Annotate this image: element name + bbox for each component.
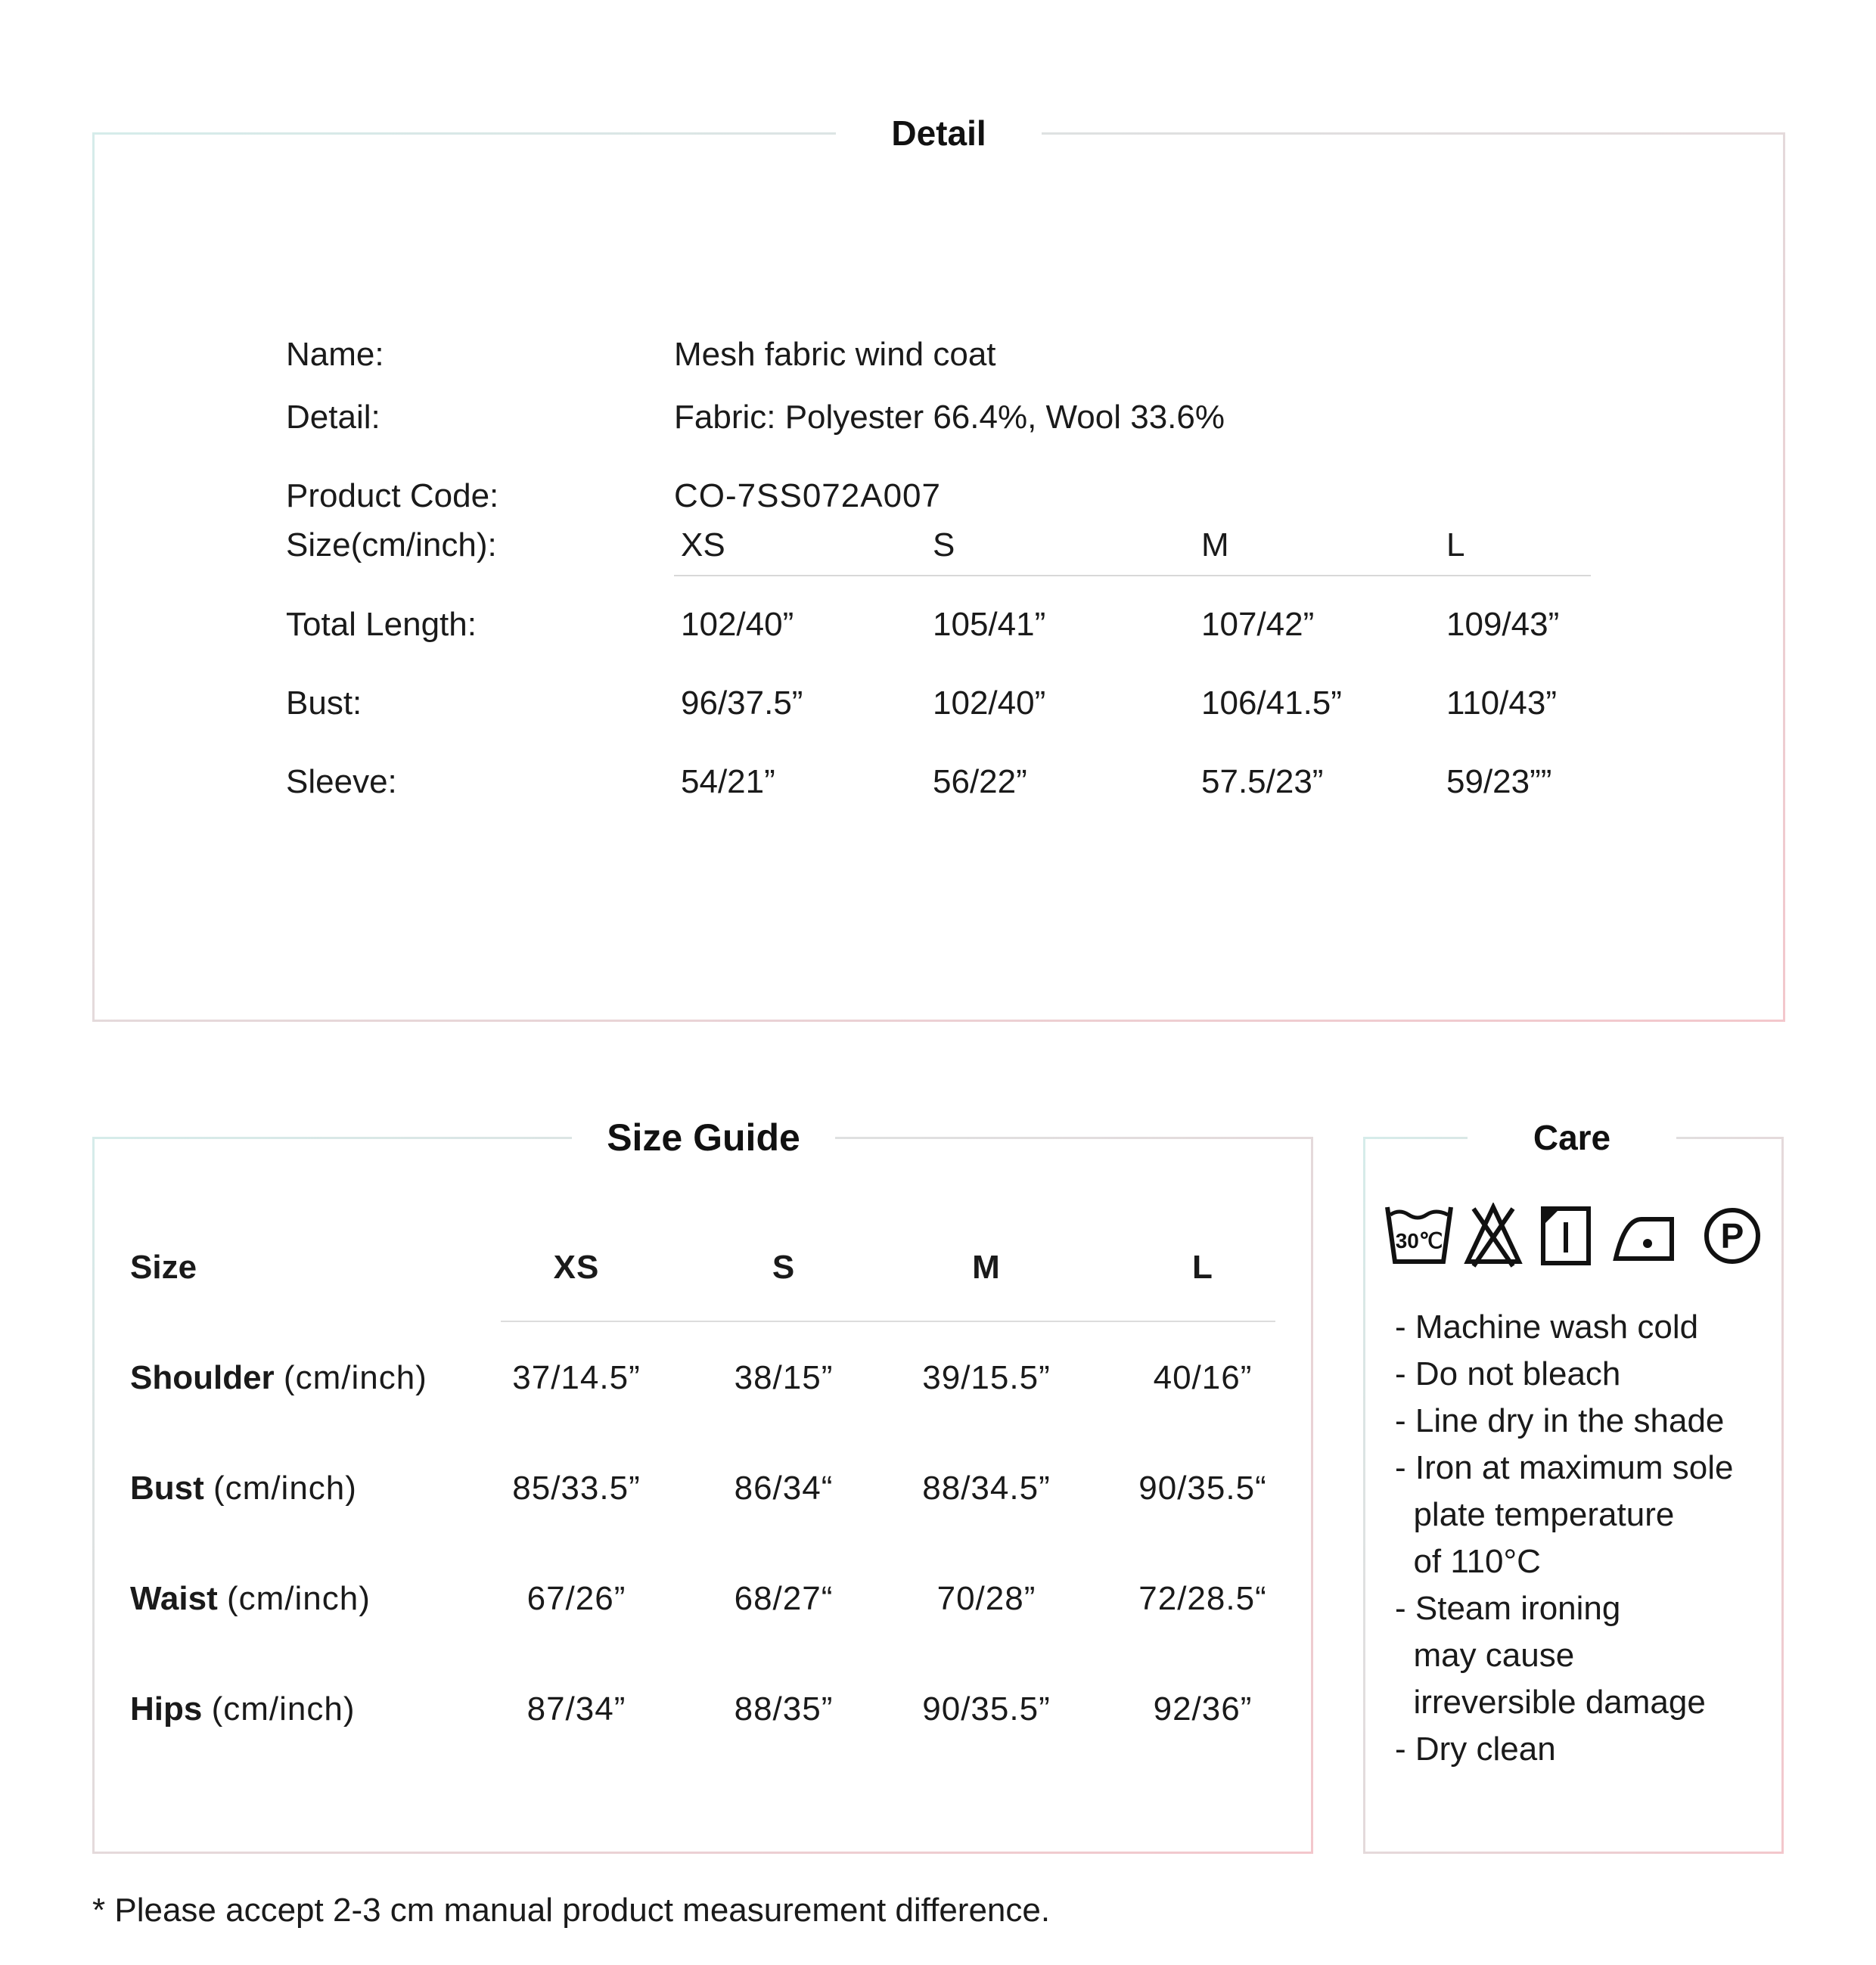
product-code-value: CO-7SS072A007: [674, 477, 941, 514]
size-label: Size(cm/inch):: [286, 526, 497, 563]
wash-30c-icon: [1384, 1203, 1454, 1268]
total-length-label: Total Length:: [286, 606, 477, 643]
unit-label: (cm/inch): [213, 1470, 357, 1507]
measurement-footnote: * Please accept 2-3 cm manual product measurement difference.: [92, 1892, 1051, 1929]
care-line: - Do not bleach: [1395, 1355, 1621, 1392]
shoulder-label: [130, 1357, 427, 1399]
sg-size-l: L: [1192, 1249, 1213, 1286]
care-title: Care: [1468, 1115, 1676, 1160]
detail-cell: 102/40”: [681, 606, 794, 643]
product-code-label: Product Code:: [286, 477, 499, 514]
shoulder-name: Shoulder: [130, 1359, 275, 1396]
sg-cell: 37/14.5”: [512, 1359, 641, 1396]
dry-clean-letter: P: [1720, 1216, 1744, 1256]
sg-cell: 88/34.5”: [922, 1470, 1051, 1507]
name-value: Mesh fabric wind coat: [674, 336, 996, 373]
sg-cell: 92/36”: [1153, 1690, 1253, 1728]
detail-cell: 110/43”: [1446, 684, 1557, 722]
sg-cell: 86/34“: [734, 1470, 834, 1507]
bust-label: Bust:: [286, 684, 362, 722]
detail-size-m: M: [1201, 526, 1229, 563]
name-label: Name:: [286, 336, 384, 373]
sg-cell: 39/15.5”: [922, 1359, 1051, 1396]
care-line: - Iron at maximum sole: [1395, 1449, 1734, 1486]
sg-bust-label: [130, 1467, 357, 1510]
care-line: - Machine wash cold: [1395, 1308, 1699, 1346]
dry-clean-p-icon: [1702, 1206, 1763, 1266]
sg-cell: 70/28”: [936, 1580, 1036, 1617]
detail-cell: 56/22”: [933, 763, 1027, 800]
sg-cell: 90/35.5”: [922, 1690, 1051, 1728]
sg-cell: 88/35”: [734, 1690, 834, 1728]
hips-label: [130, 1688, 356, 1731]
line-dry-shade-icon: [1540, 1206, 1592, 1266]
detail-cell: 96/37.5”: [681, 684, 803, 722]
sg-size-m: M: [972, 1249, 1001, 1286]
detail-panel: [92, 132, 1785, 1022]
detail-cell: 107/42”: [1201, 606, 1315, 643]
detail-value: Fabric: Polyester 66.4%, Wool 33.6%: [674, 399, 1225, 436]
detail-size-xs: XS: [681, 526, 725, 563]
unit-label: (cm/inch): [283, 1359, 427, 1396]
detail-cell: 57.5/23”: [1201, 763, 1324, 800]
sg-cell: 67/26”: [526, 1580, 626, 1617]
detail-cell: 59/23””: [1446, 763, 1552, 800]
waist-label: [130, 1578, 371, 1620]
sg-size-xs: XS: [553, 1249, 600, 1286]
care-line: - Line dry in the shade: [1395, 1402, 1725, 1439]
unit-label: (cm/inch): [226, 1580, 371, 1617]
detail-label: Detail:: [286, 399, 380, 436]
care-line: may cause: [1395, 1637, 1575, 1674]
iron-low-icon: [1611, 1209, 1676, 1263]
sg-cell: 90/35.5“: [1138, 1470, 1267, 1507]
detail-frame: [92, 132, 1785, 1022]
do-not-bleach-icon: [1463, 1203, 1523, 1268]
size-guide-title: Size Guide: [572, 1115, 835, 1160]
sg-cell: 72/28.5“: [1138, 1580, 1267, 1617]
sleeve-label: Sleeve:: [286, 763, 397, 800]
detail-cell: 105/41”: [933, 606, 1046, 643]
sg-cell: 40/16”: [1153, 1359, 1253, 1396]
detail-size-s: S: [933, 526, 955, 563]
detail-size-l: L: [1446, 526, 1465, 563]
size-header-text: Size: [130, 1249, 197, 1286]
detail-cell: 109/43”: [1446, 606, 1560, 643]
size-guide-divider: [501, 1321, 1275, 1322]
care-line: - Steam ironing: [1395, 1590, 1621, 1627]
wash-temp-text: 30℃: [1395, 1229, 1443, 1253]
detail-cell: 106/41.5”: [1201, 684, 1342, 722]
care-line: of 110°C: [1395, 1543, 1541, 1580]
detail-size-divider: [674, 575, 1591, 576]
waist-name: Waist: [130, 1580, 218, 1617]
sg-cell: 87/34”: [526, 1690, 626, 1728]
unit-label: (cm/inch): [211, 1690, 356, 1728]
size-header: [130, 1246, 197, 1289]
detail-cell: 102/40”: [933, 684, 1046, 722]
detail-title: Detail: [836, 110, 1042, 156]
sg-cell: 68/27“: [734, 1580, 834, 1617]
care-line: irreversible damage: [1395, 1684, 1706, 1721]
care-line: plate temperature: [1395, 1496, 1675, 1533]
sg-cell: 38/15”: [734, 1359, 834, 1396]
sg-cell: 85/33.5”: [512, 1470, 641, 1507]
bust-name: Bust: [130, 1470, 204, 1507]
hips-name: Hips: [130, 1690, 203, 1728]
detail-cell: 54/21”: [681, 763, 775, 800]
care-line: - Dry clean: [1395, 1731, 1556, 1768]
sg-size-s: S: [772, 1249, 796, 1286]
